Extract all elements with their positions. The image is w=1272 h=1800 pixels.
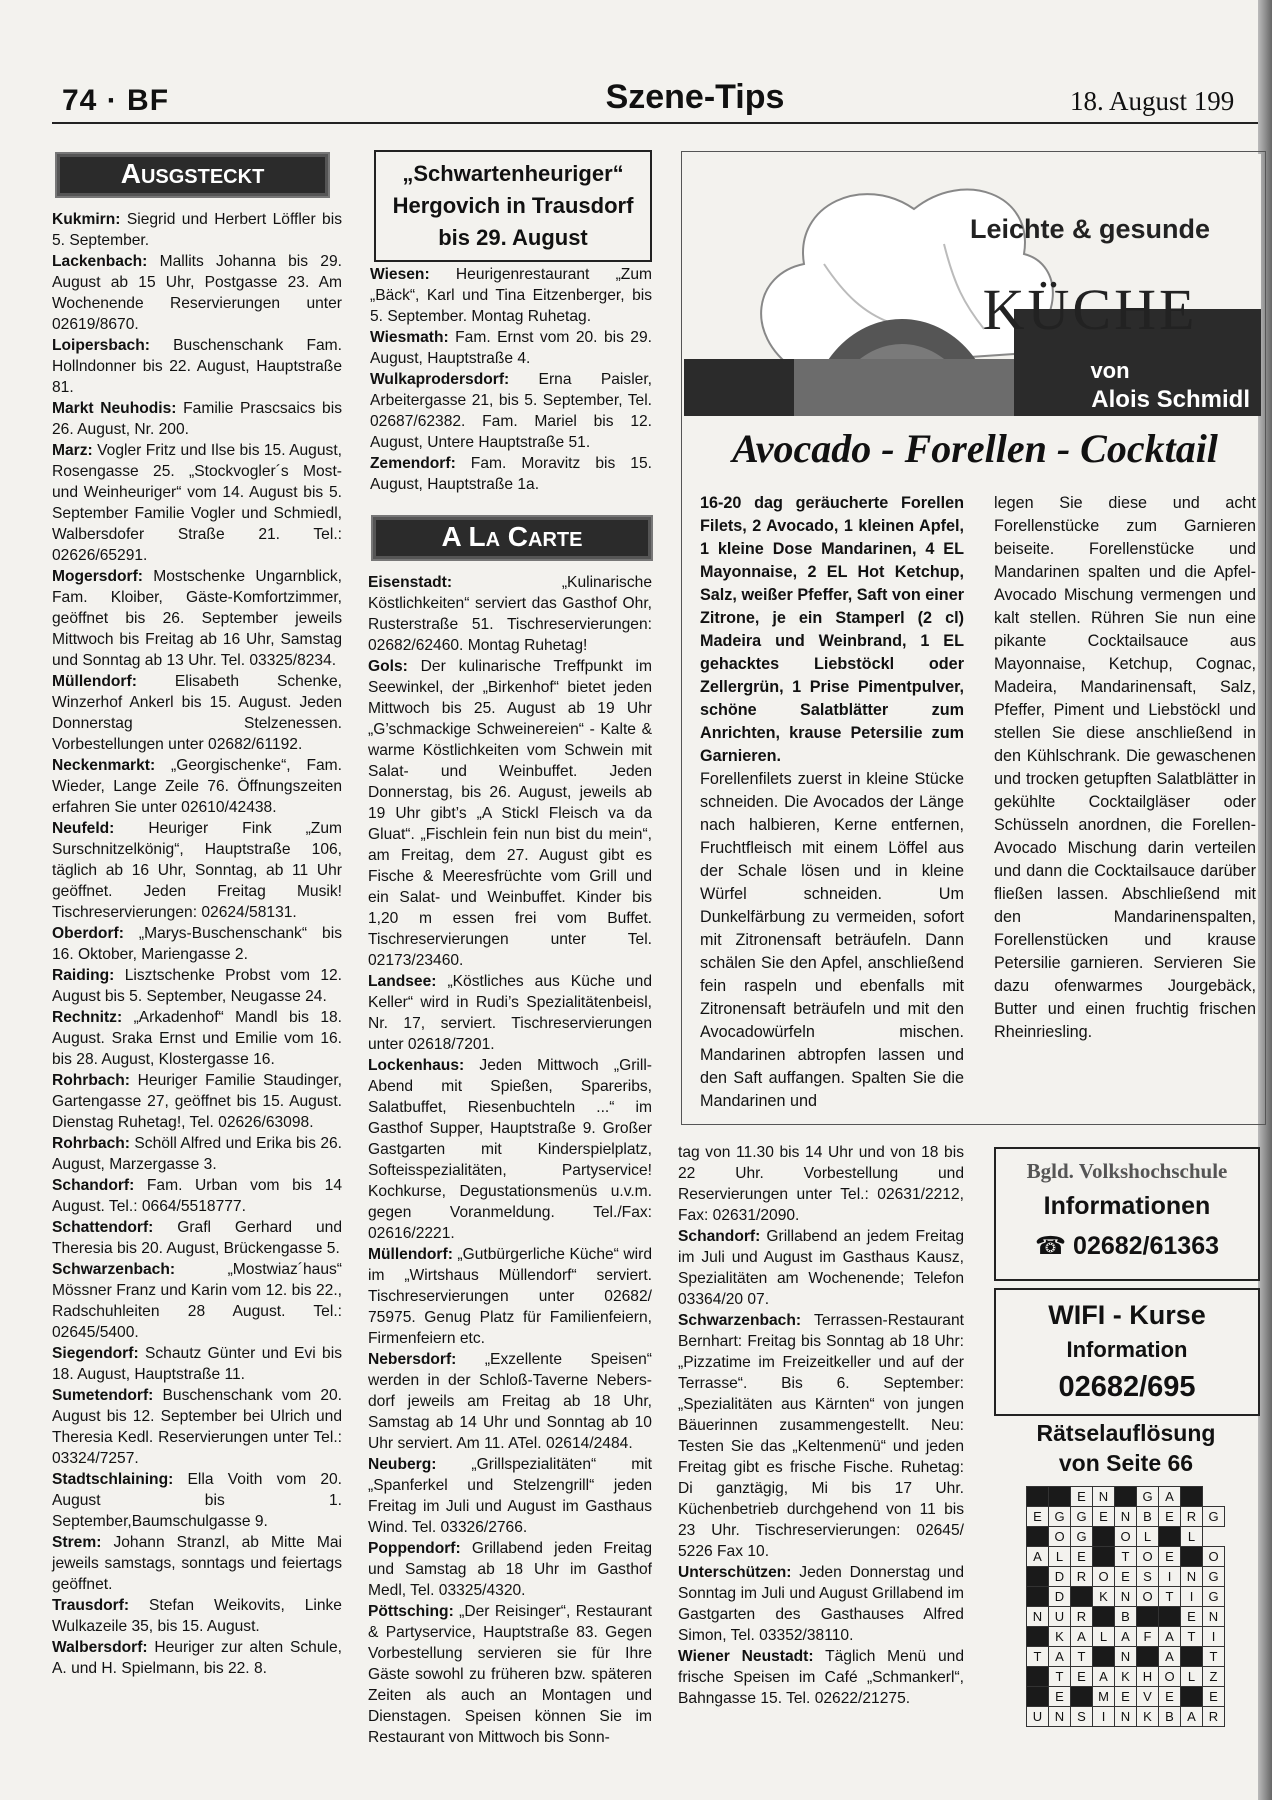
grid-black-cell: [1159, 1607, 1181, 1627]
grid-letter-cell: N: [1203, 1607, 1225, 1627]
listing-place: Gols:: [368, 658, 408, 675]
banner-ausgsteckt: Ausgsteckt: [55, 152, 330, 198]
wifi-phone: 02682/695: [1058, 1371, 1196, 1403]
listing-entry: [678, 1226, 964, 1310]
grid-letter-cell: E: [1181, 1607, 1203, 1627]
grid-letter-cell: H: [1137, 1667, 1159, 1687]
listing-text: Terrassen-Restaurant Bernhart: Freitag bis Sonntag ab 18 Uhr: „Pizzatime im Freizeitkeller und auf der Terrasse“. Bis 6. September: „Spezialitäten aus Kärnten“ von jungen Bäuerinnen zusammengestellt. Neu: Testen Sie das „Keltenmenü“ und jeden Freitag gibt es frische Fische. Ruhetag: Di ganztägig, Mi bis 17 Uhr. Küchenbetrieb durchgehend von 11 bis 23 Uhr. Tischreservierungen: 02645/ 5226 Fax 10.: [678, 1312, 964, 1560]
listing-entry: [52, 1343, 342, 1385]
grid-letter-cell: O: [1137, 1587, 1159, 1607]
listing-entry: [52, 1007, 342, 1070]
grid-letter-cell: E: [1071, 1487, 1093, 1507]
listing-place: Wiener Neustadt:: [678, 1648, 814, 1665]
listing-entry: [52, 671, 342, 755]
grid-letter-cell: G: [1071, 1527, 1093, 1547]
grid-letter-cell: E: [1071, 1667, 1093, 1687]
listing-text: Elisabeth Schenke, Winzerhof Ankerl bis 15. August. Jeden Donnerstag Stelzenessen. Vorbestellungen unter 02682/61192.: [52, 673, 342, 753]
grid-letter-cell: G: [1203, 1567, 1225, 1587]
grid-letter-cell: O: [1137, 1547, 1159, 1567]
listing-entry: [52, 1217, 342, 1259]
listing-entry: [370, 453, 652, 495]
listing-text: Schöll Alfred und Erika bis 26. August, Marzergasse 3.: [52, 1135, 342, 1173]
grid-letter-cell: L: [1049, 1547, 1071, 1567]
grid-letter-cell: E: [1093, 1507, 1115, 1527]
listing-text: Buschenschank vom 20. August bis 12. September bei Ulrich und Theresia Kedl. Reservierungen unter Tel.: 03324/7257.: [52, 1387, 342, 1467]
ausgsteckt-list: [52, 209, 342, 1679]
grid-letter-cell: N: [1049, 1707, 1071, 1727]
listing-text: Siegrid und Herbert Löffler bis 5. September.: [52, 211, 342, 249]
listing-text: Familie Prascsaics bis 26. August, Nr. 200.: [52, 400, 342, 438]
continuation-text: tag von 11.30 bis 14 Uhr und von 18 bis 22 Uhr. Vorbestellung und Reservierungen unter Tel.: 02631/2212, Fax: 02631/2090.: [678, 1144, 964, 1224]
grid-black-cell: [1181, 1687, 1203, 1707]
listing-place: Trausdorf:: [52, 1597, 130, 1614]
grid-black-cell: [1093, 1607, 1115, 1627]
recipe-tagline: Leichte & gesunde: [969, 214, 1211, 244]
listing-text: Fam. Ernst vom 20. bis 29. August, Hauptstraße 4.: [370, 329, 652, 367]
grid-black-cell: [1181, 1487, 1203, 1507]
listing-place: Schandorf:: [678, 1228, 761, 1245]
grid-letter-cell: A: [1115, 1627, 1137, 1647]
listing-place: Oberdorf:: [52, 925, 124, 942]
listing-entry: [52, 965, 342, 1007]
grid-black-cell: [1049, 1487, 1071, 1507]
listing-entry: [52, 1070, 342, 1133]
a-la-carte-list-continued: [678, 1142, 964, 1709]
listing-text: Buschenschank Fam. Hollndonner bis 22. August, Hauptstraße 81.: [52, 337, 342, 396]
listing-entry: [368, 572, 652, 656]
listing-entry: [52, 566, 342, 671]
grid-letter-cell: E: [1159, 1547, 1181, 1567]
recipe-ingredients: 16-20 dag geräucherte Forellen Filets, 2 Avocado, 1 kleinen Apfel, 1 kleine Dose Mandarinen, 4 EL Mayonnaise, 2 EL Hot Ketchup, Salz, weißer Pfeffer, Saft von einer Zitrone, je ein Stamperl (2 cl) Madeira und Weinbrand, 1 EL gehacktes Liebstöckl oder Zellergrün, 1 Prise Pimentpulver, schöne Salatblätter zum Anrichten, krause Petersilie zum Garnieren.: [700, 494, 964, 765]
grid-letter-cell: N: [1115, 1707, 1137, 1727]
grid-letter-cell: U: [1049, 1607, 1071, 1627]
grid-row: [1027, 1507, 1225, 1527]
grid-letter-cell: N: [1093, 1487, 1115, 1507]
listing-text: Vogler Fritz und Ilse bis 15. August, Rosengasse 25. „Stockvogler´s Most- und Weinheuriger“ vom 14. August bis 5. September Familie Vogler und Schmiedl, Walbersdofer Straße 21. Tel.: 02626/65291.: [52, 442, 342, 564]
listing-entry: [52, 1532, 342, 1595]
listing-text: „Köstliches aus Küche und Keller“ wird in Rudi’s Spezialitätenbeisl, Nr. 17, serviert. Tischreservierungen unter 02618/7201.: [368, 973, 652, 1053]
listing-text: Johann Stranzl, ab Mitte Mai jeweils samstags, sonntags und feiertags geöffnet.: [52, 1534, 342, 1593]
listing-place: Siegendorf:: [52, 1345, 139, 1362]
grid-letter-cell: B: [1115, 1607, 1137, 1627]
grid-letter-cell: G: [1071, 1507, 1093, 1527]
grid-letter-cell: E: [1159, 1507, 1181, 1527]
grid-letter-cell: T: [1203, 1647, 1225, 1667]
puzzle-title-line2: von Seite 66: [1058, 1450, 1194, 1476]
listing-place: Rechnitz:: [52, 1009, 123, 1026]
listing-text: „Exzellente Speisen“ werden in der Schloß-Taverne Nebers-dorf jeweils am Freitag ab 18 Uhr, Samstag ab 14 Uhr und Sonntag ab 10 Uhr serviert. Am 11. ATel. 02614/2484.: [368, 1351, 652, 1452]
listing-text: Mostschenke Ungarnblick, Fam. Kloiber, Gäste-Komfortzimmer, geöffnet bis 26. September jeweils Mittwoch bis Freitag ab 16 Uhr, Samstag und Sonntag ab 13 Uhr. Tel. 03325/8234.: [52, 568, 342, 669]
grid-black-cell: [1159, 1527, 1181, 1547]
grid-letter-cell: G: [1203, 1507, 1225, 1527]
grid-letter-cell: D: [1049, 1587, 1071, 1607]
grid-letter-cell: T: [1027, 1647, 1049, 1667]
listing-text: Grillabend an jedem Freitag im Juli und August im Gasthaus Kausz, Spezialitäten am Wochenende; Telefon 03364/20 07.: [678, 1228, 964, 1308]
recipe-dish-title: Avocado - Forellen - Cocktail: [732, 426, 1218, 471]
grid-letter-cell: O: [1159, 1667, 1181, 1687]
grid-letter-cell: R: [1071, 1567, 1093, 1587]
vhs-phone: ☎ 02682/61363: [1034, 1232, 1220, 1260]
grid-letter-cell: G: [1203, 1587, 1225, 1607]
grid-letter-cell: D: [1049, 1567, 1071, 1587]
recipe-by: von: [1090, 358, 1130, 383]
listing-entry: [368, 1601, 652, 1748]
grid-black-cell: [1027, 1527, 1049, 1547]
listing-entry: [368, 1349, 652, 1454]
listing-entry: [678, 1646, 964, 1709]
listing-entry: [52, 335, 342, 398]
listing-entry: [52, 209, 342, 251]
listing-place: Sumetendorf:: [52, 1387, 154, 1404]
listing-text: „Mostwiaz´haus“ Mössner Franz und Karin vom 12. bis 22., Radschuhleiten 28 August. Tel.: 02645/5400.: [52, 1261, 342, 1341]
listing-place: Pöttsching:: [368, 1603, 454, 1620]
grid-letter-cell: T: [1159, 1587, 1181, 1607]
listing-text: Heuriger Familie Staudinger, Gartengasse 27, geöffnet bis 15. August. Dienstag Ruhetag!, Tel. 02626/63098.: [52, 1072, 342, 1131]
grid-black-cell: [1093, 1547, 1115, 1567]
recipe-section-title: KÜCHE: [982, 277, 1198, 342]
listing-place: Wulkaprodersdorf:: [370, 371, 510, 388]
grid-row: [1027, 1687, 1225, 1707]
grid-letter-cell: K: [1115, 1667, 1137, 1687]
grid-letter-cell: N: [1115, 1647, 1137, 1667]
recipe-column-left: [700, 492, 964, 1113]
puzzle-title: [994, 1418, 1258, 1478]
wifi-subtitle: Information: [1066, 1337, 1188, 1362]
grid-letter-cell: E: [1049, 1687, 1071, 1707]
listing-place: Marz:: [52, 442, 93, 459]
grid-black-cell: [1027, 1567, 1049, 1587]
listing-text: Heuriger Fink „Zum Surschnitzelkönig“, Hauptstraße 106, täglich ab 16 Uhr, Sonntag, ab 11 Uhr geöffnet. Jeden Freitag Musik! Tischreservierungen: 02624/58131.: [52, 820, 342, 921]
listing-entry: [52, 1595, 342, 1637]
grid-letter-cell: Z: [1203, 1667, 1225, 1687]
grid-letter-cell: M: [1093, 1687, 1115, 1707]
listing-text: „Georgischenke“, Fam. Wieder, Lange Zeile 76. Öffnungszeiten erfahren Sie unter 02610/42438.: [52, 757, 342, 816]
listing-entry: [368, 1538, 652, 1601]
grid-black-cell: [1071, 1587, 1093, 1607]
grid-letter-cell: O: [1203, 1547, 1225, 1567]
grid-black-cell: [1071, 1687, 1093, 1707]
schwartenheuriger-box: „Schwartenheuriger“ Hergovich in Trausdorf bis 29. August: [374, 150, 652, 262]
grid-letter-cell: T: [1071, 1647, 1093, 1667]
grid-letter-cell: A: [1027, 1547, 1049, 1567]
listing-place: Schwarzenbach:: [52, 1261, 176, 1278]
page-number-label: 74 · BF: [62, 84, 170, 117]
wifi-ad: [994, 1288, 1260, 1416]
listing-place: Zemendorf:: [370, 455, 456, 472]
listing-place: Nebersdorf:: [368, 1351, 457, 1368]
listing-text: Heurigenrestaurant „Zum „Bäck“, Karl und Tina Eitzenberger, bis 5. September. Montag Ruhetag.: [370, 266, 652, 325]
listing-entry: [52, 398, 342, 440]
listing-entry: [370, 369, 652, 453]
grid-letter-cell: L: [1181, 1527, 1203, 1547]
listing-place: Schandorf:: [52, 1177, 135, 1194]
listing-text: Mallits Johanna bis 29. August ab 15 Uhr, Postgasse 23. Am Wochenende Reservierungen unter 02619/8670.: [52, 253, 342, 333]
grid-black-cell: [1093, 1527, 1115, 1547]
listing-entry: [52, 251, 342, 335]
listing-text: Grafl Gerhard und Theresia bis 20. August, Brückengasse 5.: [52, 1219, 342, 1257]
listing-entry: [52, 755, 342, 818]
grid-row: [1027, 1587, 1225, 1607]
grid-black-cell: [1027, 1667, 1049, 1687]
puzzle-title-line1: Rätselauflösung: [1036, 1420, 1216, 1446]
grid-letter-cell: S: [1071, 1707, 1093, 1727]
grid-row: [1027, 1527, 1225, 1547]
a-la-carte-list: [368, 572, 652, 1748]
grid-letter-cell: O: [1093, 1567, 1115, 1587]
grid-letter-cell: T: [1115, 1547, 1137, 1567]
listing-entry: [368, 1454, 652, 1538]
listing-entry: [368, 1244, 652, 1349]
listing-place: Neufeld:: [52, 820, 115, 837]
listing-place: Lockenhaus:: [368, 1057, 465, 1074]
recipe-column-right: [994, 492, 1256, 1044]
listing-text: Erna Paisler, Arbeitergasse 21, bis 5. September, Tel. 02687/62382. Fam. Mariel bis 12. August, Untere Hauptstraße 51.: [370, 371, 652, 451]
listing-place: Lackenbach:: [52, 253, 148, 270]
grid-black-cell: [1115, 1487, 1137, 1507]
listing-place: Poppendorf:: [368, 1540, 461, 1557]
vhs-ad: [994, 1147, 1260, 1281]
grid-letter-cell: U: [1027, 1707, 1049, 1727]
listing-entry: [52, 440, 342, 566]
grid-black-cell: [1027, 1687, 1049, 1707]
grid-letter-cell: F: [1137, 1627, 1159, 1647]
grid-letter-cell: I: [1181, 1587, 1203, 1607]
grid-letter-cell: N: [1115, 1587, 1137, 1607]
listing-place: Markt Neuhodis:: [52, 400, 177, 417]
grid-letter-cell: A: [1159, 1487, 1181, 1507]
grid-letter-cell: A: [1093, 1667, 1115, 1687]
heurigen-list-continued: [370, 264, 652, 495]
grid-letter-cell: O: [1115, 1527, 1137, 1547]
listing-text: Schautz Günter und Evi bis 18. August, Hauptstraße 11.: [52, 1345, 342, 1383]
banner-a-la-carte: A La Carte: [371, 515, 653, 561]
grid-letter-cell: N: [1181, 1567, 1203, 1587]
listing-entry: [678, 1310, 964, 1562]
listing-text: „Marys-Buschenschank“ bis 16. Oktober, Mariengasse 2.: [52, 925, 342, 963]
listing-text: Grillabend jeden Freitag und Samstag ab 18 Uhr im Gasthof Medl, Tel. 03325/4320.: [368, 1540, 652, 1599]
grid-letter-cell: E: [1071, 1547, 1093, 1567]
grid-letter-cell: G: [1137, 1487, 1159, 1507]
listing-place: Walbersdorf:: [52, 1639, 148, 1656]
listing-place: Rohrbach:: [52, 1135, 130, 1152]
listing-place: Landsee:: [368, 973, 437, 990]
grid-letter-cell: A: [1071, 1627, 1093, 1647]
listing-place: Müllendorf:: [368, 1246, 453, 1263]
recipe-steps-part1: Forellenfilets zuerst in kleine Stücke schneiden. Die Avocados der Länge nach halbieren, Kerne entfernen, Fruchtfleisch mit einem Löffel aus der Schale lösen und in kleine Würfel schneiden. Um Dunkelfärbung zu vermeiden, sofort mit Zitronensaft beträufeln. Dann schälen Sie den Apfel, anschließend fein raspeln und ebenfalls mit Zitronensaft beträufeln und mit den Avocadowürfeln mischen. Mandarinen abtropfen lassen und den Saft auffangen. Spalten Sie die Mandarinen und: [700, 770, 964, 1110]
grid-letter-cell: O: [1049, 1527, 1071, 1547]
listing-text: Heuriger zur alten Schule, A. und H. Spielmann, bis 22. 8.: [52, 1639, 342, 1677]
crossword-solution-grid: [1026, 1486, 1225, 1727]
listing-text: Fam. Moravitz bis 15. August, Hauptstraße 1a.: [370, 455, 652, 493]
grid-row: [1027, 1567, 1225, 1587]
listing-text: Lisztschenke Probst vom 12. August bis 5. September, Neugasse 24.: [52, 967, 342, 1005]
listing-place: Müllendorf:: [52, 673, 137, 690]
listing-entry: [368, 656, 652, 971]
grid-letter-cell: G: [1049, 1507, 1071, 1527]
recipe-author: Alois Schmidl: [1091, 386, 1250, 413]
issue-date: 18. August 199: [1070, 86, 1235, 116]
listing-text: Der kulinarische Treffpunkt im Seewinkel, der „Birkenhof“ bietet jeden Mittwoch bis 25. August ab 19 Uhr „G’schmackige Schweinereien“ - Kalte & warme Köstlichkeiten vom Schwein mit Salat- und Weinbuffet. Jeden Donnerstag, bis 26. August, jeweils ab 19 Uhr gibt’s „A Stickl Fleisch va da Gluat“. „Fischlein fein nun bist du mein“, am Freitag, dem 27. August gibt es Fische & Meeresfrüchte vom Grill und ein Salat- und Weinbuffet. Kinder bis 1,20 m essen frei vom Buffet. Tischreservierungen unter Tel. 02173/23460.: [368, 658, 652, 969]
listing-entry: [52, 1259, 342, 1343]
listing-text: „Kulinarische Köstlichkeiten“ serviert das Gasthof Ohr, Rusterstraße 51. Tischreservierungen: 02682/62460. Montag Ruhetag!: [368, 574, 652, 654]
grid-letter-cell: A: [1049, 1647, 1071, 1667]
grid-black-cell: [1027, 1487, 1049, 1507]
grid-black-cell: [1093, 1647, 1115, 1667]
listing-entry: [52, 1385, 342, 1469]
grid-letter-cell: L: [1093, 1627, 1115, 1647]
grid-letter-cell: L: [1137, 1527, 1159, 1547]
grid-letter-cell: R: [1071, 1607, 1093, 1627]
listing-place: Loipersbach:: [52, 337, 150, 354]
listing-entry: [52, 818, 342, 923]
grid-row: [1027, 1667, 1225, 1687]
listing-text: Ella Voith vom 20. August bis 1. September,Baumschulgasse 9.: [52, 1471, 342, 1530]
listing-text: Jeden Donnerstag und Sonntag im Juli und August Grillabend im Gastgarten des Gasthauses Alfred Simon, Tel. 03352/38110.: [678, 1564, 964, 1644]
grid-black-cell: [1181, 1547, 1203, 1567]
listing-place: Strem:: [52, 1534, 102, 1551]
grid-letter-cell: I: [1203, 1627, 1225, 1647]
listing-entry: [370, 327, 652, 369]
listing-text: „Arkadenhof“ Mandl bis 18. August. Sraka Ernst und Emilie vom 16. bis 28. August, Klostergasse 16.: [52, 1009, 342, 1068]
grid-letter-cell: L: [1181, 1667, 1203, 1687]
grid-letter-cell: R: [1181, 1507, 1203, 1527]
grid-letter-cell: S: [1137, 1567, 1159, 1587]
grid-letter-cell: T: [1181, 1627, 1203, 1647]
grid-black-cell: [1137, 1647, 1159, 1667]
listing-entry: [52, 1469, 342, 1532]
section-title: Szene-Tips: [605, 78, 785, 116]
grid-letter-cell: A: [1181, 1707, 1203, 1727]
grid-letter-cell: B: [1137, 1507, 1159, 1527]
header-rule: [52, 122, 1262, 124]
listing-text: Stefan Weikovits, Linke Wulkazeile 35, bis 15. August.: [52, 1597, 342, 1635]
grid-letter-cell: R: [1203, 1707, 1225, 1727]
listing-text: Täglich Menü und frische Speisen im Café „Schmankerl“, Bahngasse 15. Tel. 02622/21275.: [678, 1648, 965, 1707]
grid-row: [1027, 1627, 1225, 1647]
grid-letter-cell: K: [1093, 1587, 1115, 1607]
listing-place: Schattendorf:: [52, 1219, 154, 1236]
listing-place: Neckenmarkt:: [52, 757, 156, 774]
listing-place: Neuberg:: [368, 1456, 437, 1473]
grid-letter-cell: A: [1159, 1627, 1181, 1647]
grid-black-cell: [1027, 1627, 1049, 1647]
grid-row: [1027, 1607, 1225, 1627]
vhs-org: Bgld. Volkshochschule: [1026, 1159, 1228, 1183]
listing-place: Stadtschlaining:: [52, 1471, 174, 1488]
listing-entry: [678, 1562, 964, 1646]
listing-text: Fam. Urban vom bis 14 August. Tel.: 0664/5518777.: [52, 1177, 342, 1215]
listing-place: Eisenstadt:: [368, 574, 453, 591]
listing-place: Kukmirn:: [52, 211, 121, 228]
grid-letter-cell: V: [1137, 1687, 1159, 1707]
grid-row: [1027, 1707, 1225, 1727]
grid-black-cell: [1181, 1647, 1203, 1667]
grid-black-cell: [1137, 1607, 1159, 1627]
listing-text: „Der Reisinger“, Restaurant & Partyservice, Hauptstraße 83. Gegen Vorbestellung servieren sie für Ihre Gäste sowohl zu früheren bzw. späteren Zeiten als auch an Montagen und Dienstagen. Speisen können Sie im Restaurant von Mittwoch bis Sonn-: [368, 1603, 652, 1746]
listing-entry: [52, 923, 342, 965]
listing-text: Jeden Mittwoch „Grill-Abend mit Spießen, Spareribs, Salatbuffet, Riesenbuchteln ...“ im Gasthof Supper, Hauptstraße 9. Großer Gastgarten mit Kinderspielplatz, Softeisspezialitäten, Partyservice! Kochkurse, Degustationsmenüs u.v.m. gegen Voranmeldung. Tel./Fax: 02616/2221.: [368, 1057, 652, 1242]
listing-place: Mogersdorf:: [52, 568, 143, 585]
listing-place: Unterschützen:: [678, 1564, 792, 1581]
listing-entry: [368, 1055, 652, 1244]
listing-entry: [52, 1637, 342, 1679]
grid-letter-cell: E: [1203, 1687, 1225, 1707]
grid-letter-cell: E: [1115, 1567, 1137, 1587]
listing-place: Wiesmath:: [370, 329, 449, 346]
recipe-steps-part2: legen Sie diese und acht Forellenstücke zum Garnieren beiseite. Forellenstücke und Mandarinen spalten und die Apfel-Avocado Mischung vermengen und kalt stellen. Rühren Sie nun eine pikante Cocktailsauce aus Mayonnaise, Ketchup, Cognac, Madeira, Mandarinensaft, Salz, Pfeffer, Piment und Liebstöckl und stellen Sie diese anschließend in den Kühlschrank. Die gewaschenen und trocken getupften Salatblätter in gekühlte Cocktailgläser oder Schüsseln anordnen, die Forellen-Avocado Mischung darin verteilen und dann die Cocktailsauce darüber fließen lassen. Abschließend mit den Mandarinenspalten, Forellenstücken und krause Petersilie garnieren. Servieren Sie dazu ofenwarmes Jourgebäck, Butter und einen fruchtig frischen Rheinriesling.: [994, 494, 1256, 1041]
vhs-title: Informationen: [1043, 1192, 1211, 1220]
grid-letter-cell: K: [1137, 1707, 1159, 1727]
listing-entry: [52, 1133, 342, 1175]
listing-place: Rohrbach:: [52, 1072, 130, 1089]
listing-entry: [52, 1175, 342, 1217]
listing-entry: [370, 264, 652, 327]
grid-letter-cell: I: [1159, 1567, 1181, 1587]
grid-letter-cell: T: [1049, 1667, 1071, 1687]
grid-black-cell: [1027, 1587, 1049, 1607]
grid-letter-cell: E: [1115, 1687, 1137, 1707]
listing-entry: [368, 971, 652, 1055]
grid-row: [1027, 1647, 1225, 1667]
listing-text: „Gutbürgerliche Küche“ wird im „Wirtshaus Müllendorf“ serviert. Tischreservierungen unter 02682/ 75975. Genug Platz für Familienfeiern, Firmenfeiern etc.: [368, 1246, 652, 1347]
grid-letter-cell: E: [1159, 1687, 1181, 1707]
grid-letter-cell: N: [1027, 1607, 1049, 1627]
wifi-title: WIFI - Kurse: [1048, 1300, 1206, 1330]
listing-place: Wiesen:: [370, 266, 430, 283]
grid-letter-cell: I: [1093, 1707, 1115, 1727]
listing-place: Schwarzenbach:: [678, 1312, 802, 1329]
grid-row: [1027, 1547, 1225, 1567]
listing-text: „Grillspezialitäten“ mit „Spanferkel und Stelzengrill“ jeden Freitag im Juli und August im Gasthaus Wind. Tel. 03326/2766.: [368, 1456, 652, 1536]
grid-letter-cell: A: [1159, 1647, 1181, 1667]
grid-letter-cell: B: [1159, 1707, 1181, 1727]
listing-place: Raiding:: [52, 967, 115, 984]
grid-letter-cell: K: [1049, 1627, 1071, 1647]
grid-row: [1027, 1487, 1225, 1507]
grid-letter-cell: E: [1027, 1507, 1049, 1527]
grid-letter-cell: N: [1115, 1507, 1137, 1527]
